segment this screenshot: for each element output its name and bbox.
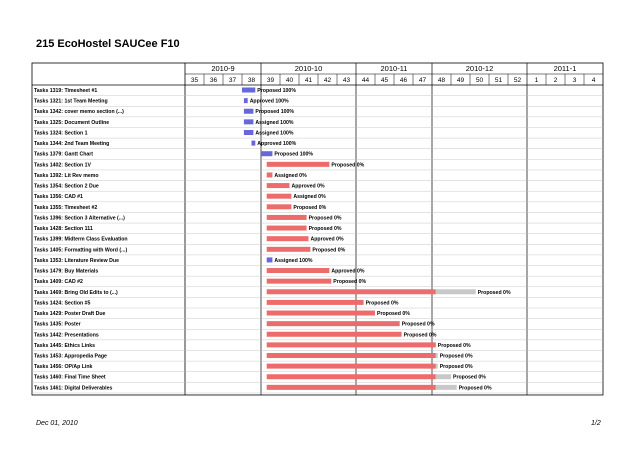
task-bar (267, 353, 436, 358)
task-name: Tasks 1435: Poster (34, 321, 81, 328)
task-name: Tasks 1379: Gantt Chart (34, 151, 94, 158)
task-status-label: Proposed 0% (439, 353, 473, 360)
task-bar (267, 342, 436, 347)
task-name: Tasks 1402: Section 1V (34, 162, 91, 169)
task-status-label: Assigned 100% (255, 130, 294, 137)
task-bar (267, 257, 273, 262)
month-label: 2010-9 (211, 64, 235, 73)
task-status-label: Proposed 0% (437, 342, 471, 349)
week-label: 47 (418, 77, 427, 84)
task-status-label: Proposed 0% (477, 289, 511, 296)
month-label: 2010-12 (465, 64, 494, 73)
task-name: Tasks 1428: Section 111 (34, 226, 93, 233)
task-name: Tasks 1460: Final Time Sheet (34, 374, 106, 381)
week-label: 41 (304, 77, 313, 84)
task-name: Tasks 1321: 1st Team Meeting (34, 98, 108, 105)
task-name: Tasks 1392: Lit Rev memo (34, 172, 99, 179)
task-status-label: Proposed 0% (308, 226, 342, 233)
task-status-label: Approved 100% (257, 141, 297, 148)
task-bar-remaining (436, 353, 438, 358)
task-status-label: Proposed 0% (403, 332, 437, 339)
task-status-label: Approved 0% (331, 268, 365, 275)
task-bar-remaining (436, 374, 451, 379)
week-label: 42 (323, 77, 332, 84)
task-status-label: Assigned 100% (255, 119, 294, 126)
task-name: Tasks 1355: Timesheet #2 (34, 204, 98, 211)
task-name: Tasks 1429: Poster Draft Due (34, 311, 106, 318)
week-label: 35 (190, 77, 199, 84)
week-label: 4 (591, 77, 596, 84)
task-name: Tasks 1319: Timesheet #1 (34, 88, 98, 94)
task-status-label: Proposed 100% (255, 109, 295, 116)
task-name: Tasks 1424: Section #5 (34, 300, 91, 307)
task-bar-remaining (436, 385, 457, 390)
week-label: 48 (437, 77, 446, 84)
month-label: 2010-11 (380, 64, 408, 73)
footer-page-number: 1/2 (591, 420, 601, 427)
week-label: 45 (380, 77, 389, 84)
task-status-label: Proposed 100% (274, 151, 314, 158)
task-bar (261, 151, 272, 156)
task-bar (267, 226, 307, 231)
week-label: 39 (266, 77, 275, 84)
task-name: Tasks 1405: Formatting with Word (...) (34, 247, 128, 254)
week-label: 50 (475, 77, 484, 84)
week-label: 1 (534, 77, 539, 84)
task-status-label: Assigned 0% (274, 172, 307, 179)
month-label: 2010-10 (294, 64, 323, 73)
task-status-label: Proposed 0% (458, 385, 492, 392)
task-bar (267, 311, 375, 316)
task-name: Tasks 1461: Digital Deliverables (34, 385, 113, 392)
task-status-label: Proposed 0% (312, 247, 346, 254)
task-bar (267, 364, 436, 369)
week-label: 52 (513, 77, 522, 84)
task-bar (267, 385, 436, 390)
task-status-label: Proposed 0% (308, 215, 342, 222)
task-status-label: Approved 100% (249, 98, 289, 105)
task-bar-remaining (436, 364, 438, 369)
task-name: Tasks 1325: Document Outline (34, 119, 110, 126)
task-bar (267, 204, 292, 209)
task-name: Tasks 1354: Section 2 Due (34, 183, 99, 190)
task-bar (267, 194, 292, 199)
task-status-label: Proposed 0% (333, 279, 367, 286)
task-name: Tasks 1324: Section 1 (34, 130, 88, 137)
task-bar (267, 247, 311, 252)
task-status-label: Proposed 0% (293, 204, 327, 211)
task-bar (252, 141, 256, 146)
task-bar (244, 119, 254, 124)
task-bar (267, 321, 400, 326)
week-label: 3 (572, 77, 577, 84)
task-name: Tasks 1456: OP/Ap Link (34, 364, 93, 371)
task-name: Tasks 1469: Bring Old Edits to (...) (34, 289, 118, 296)
task-bar (267, 332, 402, 337)
task-name: Tasks 1445: Ethics Links (34, 342, 96, 349)
task-status-label: Assigned 100% (274, 257, 313, 264)
task-bar (244, 109, 254, 114)
task-status-label: Proposed 100% (257, 88, 296, 94)
week-label: 40 (285, 77, 294, 84)
task-bar (267, 268, 330, 273)
task-name: Tasks 1409: CAD #2 (34, 279, 83, 286)
week-label: 36 (209, 77, 218, 84)
chart-title: 215 EcoHostel SAUCee F10 (36, 38, 180, 50)
task-name: Tasks 1342: cover memo section (...) (34, 109, 124, 116)
task-status-label: Approved 0% (310, 236, 344, 243)
footer-date: Dec 01, 2010 (36, 420, 78, 427)
task-bar (267, 183, 290, 188)
task-name: Tasks 1453: Appropedia Page (34, 353, 107, 360)
week-label: 2 (553, 77, 558, 84)
task-bar (244, 130, 254, 135)
week-label: 46 (399, 77, 408, 84)
month-label: 2011-1 (553, 64, 577, 73)
task-status-label: Approved 0% (291, 183, 325, 190)
task-status-label: Proposed 0% (331, 162, 365, 169)
task-name: Tasks 1479: Buy Materials (34, 268, 99, 275)
task-status-label: Proposed 0% (401, 321, 435, 328)
task-bar (267, 374, 436, 379)
week-label: 37 (228, 77, 237, 84)
week-label: 44 (361, 77, 370, 84)
task-bar (267, 279, 332, 284)
task-bar (244, 98, 248, 103)
task-bar (267, 289, 436, 294)
task-bar (267, 236, 309, 241)
task-name: Tasks 1356: CAD #1 (34, 194, 83, 201)
task-bar (267, 162, 330, 167)
task-bar (267, 172, 273, 177)
task-bar (267, 300, 364, 305)
week-label: 51 (494, 77, 503, 84)
week-label: 49 (456, 77, 465, 84)
week-label: 38 (247, 77, 256, 84)
task-bar-remaining (436, 289, 476, 294)
task-status-label: Proposed 0% (377, 311, 410, 318)
task-name: Tasks 1344: 2nd Team Meeting (34, 141, 110, 148)
task-bar (267, 215, 307, 220)
task-name: Tasks 1396: Section 3 Alternative (...) (34, 215, 125, 222)
task-status-label: Proposed 0% (439, 364, 473, 371)
task-name: Tasks 1353: Literature Review Due (34, 257, 119, 264)
week-label: 43 (342, 77, 351, 84)
task-status-label: Proposed 0% (365, 300, 399, 307)
task-status-label: Proposed 0% (453, 374, 486, 381)
task-name: Tasks 1442: Presentations (34, 332, 99, 339)
task-bar (242, 88, 255, 93)
task-name: Tasks 1399: Midterm Class Evaluation (34, 236, 128, 243)
task-status-label: Assigned 0% (293, 194, 326, 201)
